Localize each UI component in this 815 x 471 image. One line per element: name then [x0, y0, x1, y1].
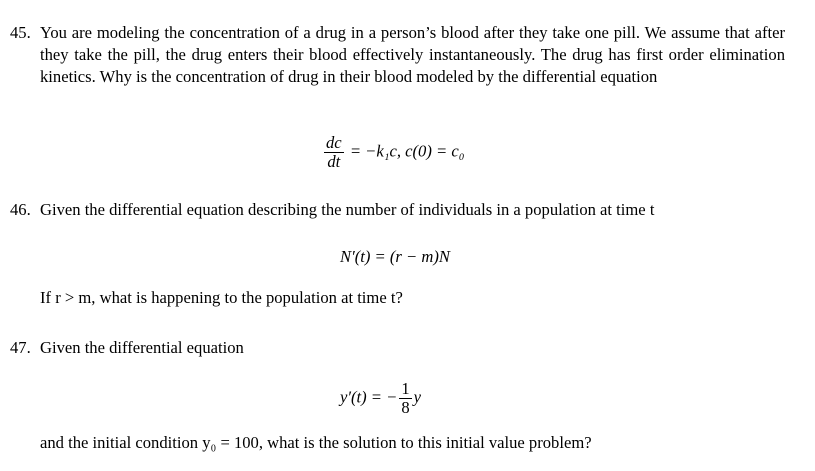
question-46-question: If r > m, what is happening to the population at time t? [40, 288, 403, 307]
question-47-text: Given the differential equation [40, 338, 244, 357]
question-46-text: Given the differential equation describing the number of individuals in a population at time t [40, 200, 655, 219]
eq-denominator: 8 [401, 398, 410, 417]
question-45-equation [322, 134, 465, 171]
question-47-question: and the initial condition y₀ = 100, what is the solution to this initial value problem? [40, 433, 592, 452]
eq-lhs: y′(t) = − [340, 387, 398, 407]
eq-rhs: y [413, 387, 422, 407]
question-45-number: 45. [10, 23, 31, 42]
question-46-equation: N′(t) = (r − m)N [340, 247, 450, 266]
question-45-text: You are modeling the concentration of a drug in a person’s blood after they take one pill. We assume that after they take the pill, the drug enters their blood effectively instantaneously. The drug has first order elimination kinetics. Why is the concentration of drug in their blood modeled by the differential equation [40, 23, 785, 86]
question-47-equation [340, 380, 421, 417]
eq-denominator: dt [327, 152, 341, 171]
eq-numerator: 1 [401, 379, 410, 398]
eq-numerator: dc [326, 133, 342, 152]
eq-rhs: = −k₁c, c(0) = c₀ [349, 141, 465, 161]
question-47-number: 47. [10, 338, 31, 357]
question-46-number: 46. [10, 200, 31, 219]
